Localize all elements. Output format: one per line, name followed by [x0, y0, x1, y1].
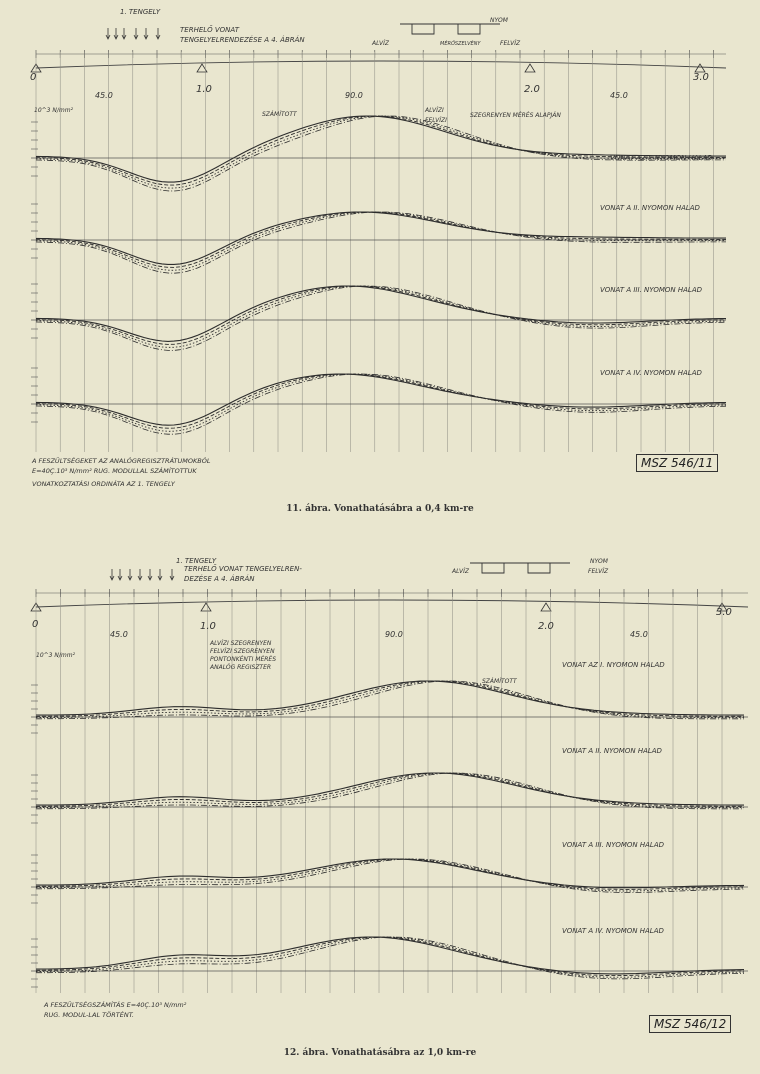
lane-label-2: VONAT A II. NYOMON HALAD — [562, 747, 662, 755]
legend-alviz: ALVÍZI — [425, 107, 444, 114]
influence-curve — [36, 116, 726, 182]
support-1: 1.0 — [196, 84, 212, 95]
influence-diagram-11 — [0, 0, 760, 500]
influence-curve — [36, 937, 744, 974]
influence-curve — [36, 773, 744, 805]
influence-curve — [36, 374, 726, 425]
lane-label-2: VONAT A II. NYOMON HALAD — [600, 204, 700, 212]
influence-curve — [36, 937, 744, 976]
support-3: 3.0 — [693, 72, 709, 83]
legend-felviz: FELVÍZI SZEGRENYEN — [210, 648, 275, 655]
axle-arrows — [106, 28, 160, 39]
influence-curves — [36, 116, 726, 434]
lane-label-1: VONAT AZ I. NYOMON HALAD — [562, 661, 665, 669]
station-ticks — [31, 589, 748, 611]
legend-calc: SZÁMÍTOTT — [482, 678, 517, 685]
figure-11 — [0, 0, 760, 514]
axle-arrows — [110, 569, 174, 580]
influence-curve — [36, 212, 726, 273]
legend-felviz: FELVÍZI — [425, 117, 447, 124]
felviz-label: FELVÍZ — [500, 40, 521, 47]
note-3: VONATKOZTATÁSI ORDINÁTA AZ 1. TENGELY — [32, 480, 175, 488]
load-label-2: TENGELYELRENDEZÉSE A 4. ÁBRÁN — [180, 36, 305, 44]
lane-label-1: VONAT AZ I. NYOMON HALAD — [610, 154, 713, 162]
legend-analog: ANALÓG REGISZTER — [210, 664, 272, 671]
bridge-deck-line — [36, 61, 726, 68]
lane-label-4: VONAT A IV. NYOMON HALAD — [600, 369, 702, 377]
support-symbol — [525, 64, 535, 72]
influence-curve — [36, 212, 726, 264]
nyom-label: NYOM — [590, 558, 608, 565]
note-1: A FESZÜLTSÉGSZÁMÍTÁS E=40Ç.10³ N/mm² — [44, 1001, 187, 1009]
cross-section-sketch — [400, 24, 500, 34]
load-label-2: DEZÉSE A 4. ÁBRÁN — [184, 575, 255, 583]
support-symbol — [695, 64, 705, 72]
nyom-label: NYOM — [490, 17, 508, 24]
support-symbol — [541, 603, 551, 611]
cross-section-outline — [470, 563, 570, 573]
legend-calc: SZÁMÍTOTT — [262, 111, 297, 118]
station-ticks — [31, 50, 726, 72]
influence-curve — [36, 212, 726, 270]
legend-pointwise: PONTONKÉNTI MÉRÉS — [210, 656, 276, 663]
legend-measure: SZEGRENYEN MÉRÉS ALAPJÁN — [470, 112, 561, 119]
influence-curve — [36, 859, 744, 891]
influence-curve — [36, 681, 744, 716]
figure-caption: 11. ábra. Vonathatásábra a 0,4 km-re — [286, 504, 474, 514]
legend-alviz: ALVÍZI SZEGRENYEN — [210, 640, 272, 647]
cross-section-outline — [400, 24, 500, 34]
support-symbol — [201, 603, 211, 611]
lane-label-4: VONAT A IV. NYOMON HALAD — [562, 927, 664, 935]
support-1: 1.0 — [200, 621, 216, 632]
load-label-1: TERHELŐ VONAT — [180, 26, 239, 34]
lane-label-3: VONAT A III. NYOMON HALAD — [600, 286, 703, 294]
bridge-deck-line — [36, 600, 748, 607]
influence-curve — [36, 116, 726, 188]
influence-curve — [36, 116, 726, 185]
mero-label: MÉRŐSZELVÉNY — [440, 41, 481, 47]
grid-lines — [31, 52, 726, 452]
support-2: 2.0 — [524, 84, 540, 95]
support-0: 0 — [30, 72, 37, 83]
span-label-left: 45.0 — [110, 630, 128, 639]
figure-12 — [0, 545, 760, 1074]
alviz-label: ALVÍZ — [372, 40, 389, 47]
lane-label-3: VONAT A III. NYOMON HALAD — [562, 841, 665, 849]
axle-label: 1. TENGELY — [176, 557, 217, 565]
note-1: A FESZÜLTSÉGEKET AZ ANALÓGREGISZTRÁTUMOKBÓL — [32, 457, 211, 465]
influence-curve — [36, 374, 726, 431]
load-label-1: TERHELŐ VONAT TENGELYELREN- — [184, 565, 302, 573]
cross-section-sketch — [470, 563, 570, 573]
axle-label: 1. TENGELY — [120, 8, 161, 16]
span-label-mid: 90.0 — [345, 91, 363, 100]
y-unit: 10^3 N/mm² — [36, 652, 75, 659]
note-2: E=40Ç.10³ N/mm² RUG. MODULLAL SZÁMÍTOTTUK — [32, 467, 197, 475]
influence-curve — [36, 286, 726, 341]
span-label-mid: 90.0 — [385, 630, 403, 639]
support-3: 3.0 — [716, 607, 732, 618]
alviz-label: ALVÍZ — [452, 568, 469, 575]
influence-curve — [36, 773, 744, 808]
drawing-number-stamp: MSZ 546/12 — [649, 1015, 731, 1033]
span-label-right: 45.0 — [630, 630, 648, 639]
felviz-label: FELVÍZ — [588, 568, 609, 575]
span-label-right: 45.0 — [610, 91, 628, 100]
drawing-number-stamp: MSZ 546/11 — [636, 454, 718, 472]
influence-curve — [36, 937, 744, 979]
support-0: 0 — [32, 619, 39, 630]
y-unit: 10^3 N/mm² — [34, 107, 73, 114]
influence-curve — [36, 859, 744, 889]
note-2: RUG. MODUL-LAL TÖRTÉNT. — [44, 1011, 134, 1019]
span-label-left: 45.0 — [95, 91, 113, 100]
support-2: 2.0 — [538, 621, 554, 632]
figure-caption: 12. ábra. Vonathatásábra az 1,0 km-re — [283, 1048, 477, 1058]
influence-diagram-12 — [0, 545, 760, 1045]
